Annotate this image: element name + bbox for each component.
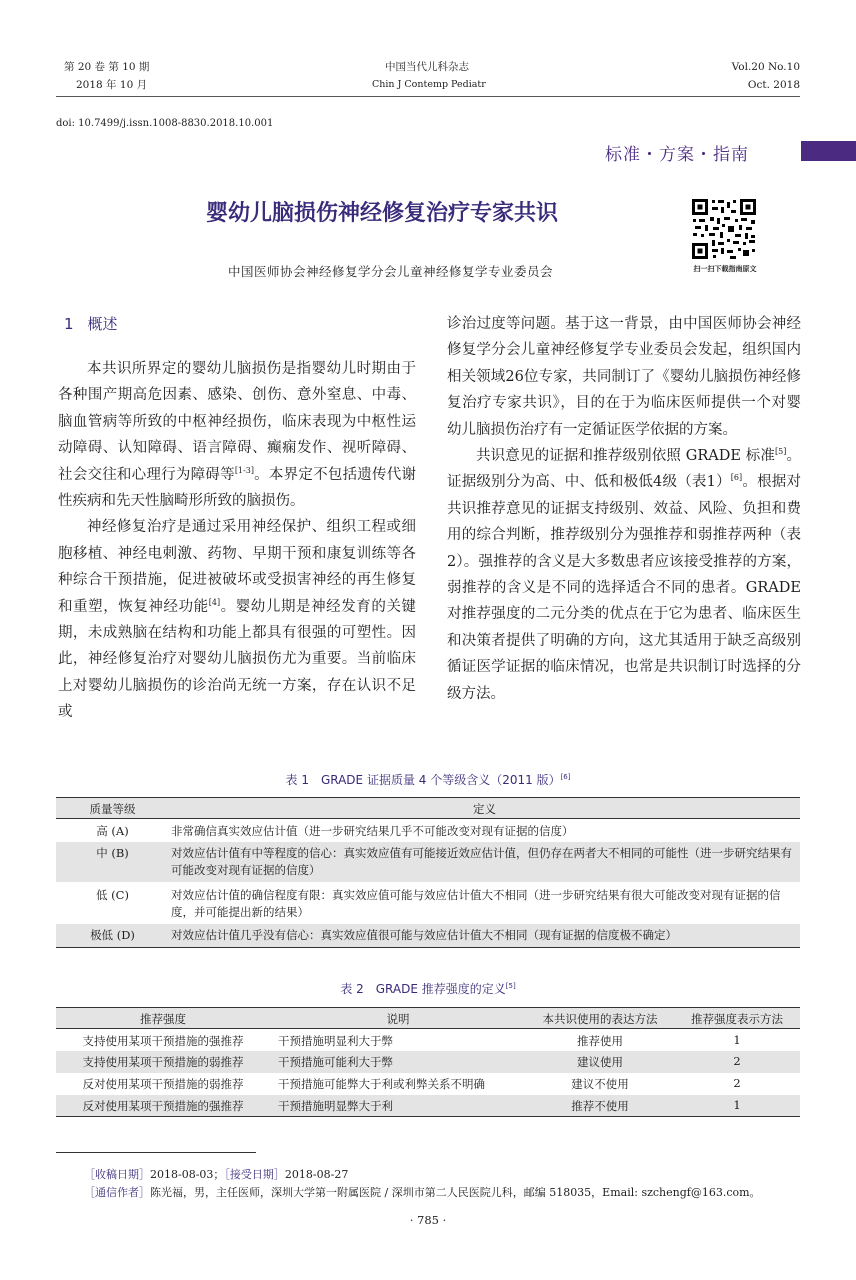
column-tag: 标准・方案・指南 [605,145,749,165]
author-organization: 中国医师协会神经修复学分会儿童神经修复学专业委员会 [228,264,554,279]
paragraph: 本共识所界定的婴幼儿脑损伤是指婴幼儿时期由于各种围产期高危因素、感染、创伤、意外窒息、中毒、脑血管病等所致的中枢神经损伤，临床表现为中枢性运动障碍、认知障碍、语言障碍、癫痫发作、视听障碍、社会交往和心理行为障碍等[1-3]。本界定不包括遗传代谢性疾病和先天性脑畸形所致的脑损伤。 [58,361,417,510]
table2-header: 本共识使用的表达方法 [542,1012,658,1026]
table-row: 极低 (D) 对效应估计值几乎没有信心：真实效应值很可能与效应估计值大不相同（现有证据的信度极不确定） [56,924,800,948]
journal-volume-cn: 第 20 卷 第 10 期 [64,61,150,73]
journal-name-cn: 中国当代儿科杂志 [385,61,469,73]
table2-header: 说明 [386,1012,410,1026]
table1-header: 质量等级 [89,802,136,816]
section-heading [64,313,118,334]
citation: [4] [208,597,221,607]
table-row: 支持使用某项干预措施的弱推荐 干预措施可能利大于弊 建议使用 2 [56,1051,800,1073]
journal-date-cn: 2018 年 10 月 [76,79,148,91]
footnote-dates: ［收稿日期］2018-08-03；［接受日期］2018-08-27 [84,1168,349,1181]
journal-volume-en: Vol.20 No.10 [731,61,800,73]
qr-code-image [691,198,757,260]
table2 [56,1007,800,1117]
citation: [6] [730,473,743,483]
citation: [1-3] [234,465,254,475]
table2-header: 推荐强度表示方法 [691,1012,783,1026]
table2-header: 推荐强度 [140,1012,186,1026]
header-rule [56,96,800,97]
footnote-rule [56,1152,256,1153]
body-left-column [58,356,416,726]
qr-caption: 扫一扫下载指南原文 [693,265,757,273]
paragraph: 神经修复治疗是通过采用神经保护、组织工程或细胞移植、神经电刺激、药物、早期干预和康复训练等各种综合干预措施，促进被破坏或受损害神经的再生修复和重塑，恢复神经功能[4]。婴幼儿期是神经发育的关键期，未成熟脑在结构和功能上都具有很强的可塑性。因此，神经修复治疗对婴幼儿脑损伤尤为重要。当前临床上对婴幼儿脑损伤的诊治尚无统一方案，存在认识不足或 [58,519,417,721]
table-row: 反对使用某项干预措施的强推荐 干预措施明显弊大于利 推荐不使用 1 [56,1095,800,1117]
page-number: · 785 · [409,1213,447,1227]
table-row: 支持使用某项干预措施的强推荐 干预措施明显利大于弊 推荐使用 1 [56,1029,800,1051]
journal-date-en: Oct. 2018 [747,79,800,91]
table1-caption: 表 1 GRADE 证据质量 4 个等级含义（2011 版）[6] [285,773,571,787]
table-row: 低 (C) 对效应估计值的确信程度有限：真实效应值可能与效应估计值大不相同（进一步研究结果有很大可能改变对现有证据的信度，并可能提出新的结果） [96,888,781,919]
section-title: 概述 [87,315,118,333]
journal-name-en: Chin J Contemp Pediatr [372,79,486,90]
paragraph: 共识意见的证据和推荐级别依照 GRADE 标准[5]。证据级别分为高、中、低和极低4级（表1）[6]。根据对共识推荐意见的证据支持级别、效益、风险、负担和费用的综合判断，推荐级别分为强推荐和弱推荐两种（表2）。强推荐的含义是大多数患者应该接受推荐的方案，弱推荐的含义是不同的选择适合不同的患者。GRADE 对推荐强度的二元分类的优点在于它为患者、临床医生和决策者提供了明确的方向，这尤其适用于缺乏高级别循证医学证据的临床情况，也常是共识制订时选择的分级方法。 [447,447,802,702]
section-number: 1 [64,315,74,333]
citation: [5] [775,447,787,457]
table-row: 反对使用某项干预措施的弱推荐 干预措施可能弊大于利或利弊关系不明确 建议不使用 2 [82,1075,741,1091]
doi: doi: 10.7499/j.issn.1008-8830.2018.10.001 [56,118,274,129]
paragraph: 诊治过度等问题。基于这一背景，由中国医师协会神经修复学分会儿童神经修复学专业委员会发起，组织国内相关领域26位专家，共同制订了《婴幼儿脑损伤神经修复治疗专家共识》，目的在于为临床医师提供一个对婴幼儿脑损伤治疗有一定循证医学依据的方案。 [447,316,801,438]
table2-caption: 表 2 GRADE 推荐强度的定义[5] [340,982,516,996]
table-row: 高 (A) 非常确信真实效应估计值（进一步研究结果几乎不可能改变对现有证据的信度） [56,819,800,843]
table1-header: 定义 [473,802,496,816]
column-tag-bar [801,141,856,161]
table1 [56,797,800,948]
article-title: 婴幼儿脑损伤神经修复治疗专家共识 [206,201,559,226]
table-row: 中 (B) 对效应估计值有中等程度的信心：真实效应值有可能接近效应估计值，但仍存在两者大不相同的可能性（进一步研究结果有可能改变对现有证据的信度） [56,842,800,882]
body-right-column [447,311,801,707]
footnote-correspondence: ［通信作者］陈光福，男，主任医师，深圳大学第一附属医院 / 深圳市第二人民医院儿科，邮编 518035，Email: szchengf@163.com。 [84,1186,761,1199]
